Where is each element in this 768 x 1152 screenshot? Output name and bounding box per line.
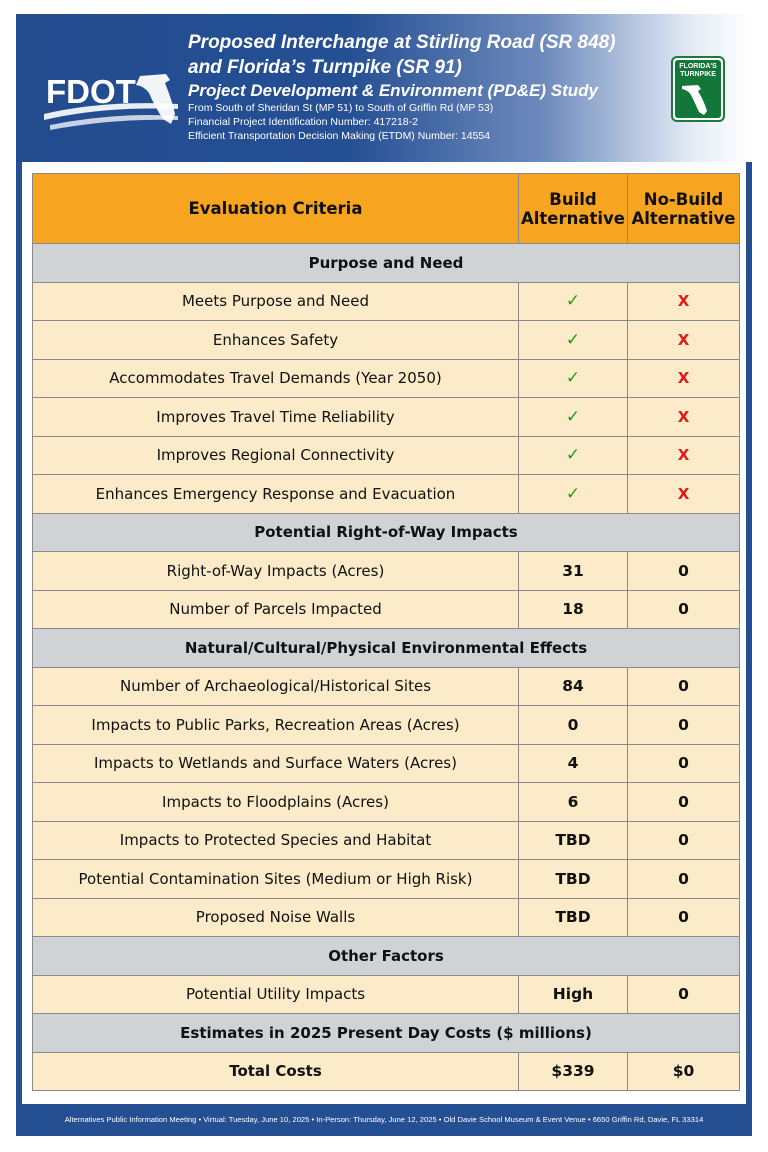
no-build-value: 0 [628,744,740,783]
build-value: TBD [519,821,628,860]
build-value: 4 [519,744,628,783]
header-build-alternative: Build Alternative [519,174,628,244]
criteria-row [33,667,740,706]
check-icon: ✓ [519,321,628,360]
total-row [33,1052,740,1091]
build-value: 84 [519,667,628,706]
title-line-2: and Florida’s Turnpike (SR 91) [188,57,462,78]
no-build-value: 0 [628,552,740,591]
criteria-row [33,282,740,321]
criteria-row [33,860,740,899]
criteria-label: Impacts to Floodplains (Acres) [33,783,519,822]
criteria-row [33,898,740,937]
title-block [188,30,616,143]
criteria-label: Potential Utility Impacts [33,975,519,1014]
criteria-label: Right-of-Way Impacts (Acres) [33,552,519,591]
x-icon: X [628,282,740,321]
criteria-label: Accommodates Travel Demands (Year 2050) [33,359,519,398]
criteria-row [33,321,740,360]
criteria-label: Meets Purpose and Need [33,282,519,321]
criteria-row [33,590,740,629]
fdot-logo [44,70,184,137]
criteria-row [33,552,740,591]
build-value: High [519,975,628,1014]
no-build-value: 0 [628,975,740,1014]
check-icon: ✓ [519,282,628,321]
x-icon: X [628,398,740,437]
criteria-label: Number of Archaeological/Historical Sites [33,667,519,706]
table-panel [22,162,746,1104]
criteria-label: Impacts to Public Parks, Recreation Areas (Acres) [33,706,519,745]
section-title: Potential Right-of-Way Impacts [33,513,740,552]
criteria-row [33,436,740,475]
financial-project-number: Financial Project Identification Number: 417218-2 [188,116,418,128]
section-row [33,244,740,283]
build-value: TBD [519,860,628,899]
no-build-value: 0 [628,590,740,629]
criteria-row [33,744,740,783]
check-icon: ✓ [519,359,628,398]
badge-text-2: TURNPIKE [680,71,716,78]
build-value: 31 [519,552,628,591]
meeting-footer: Alternatives Public Information Meeting • Virtual: Tuesday, June 10, 2025 • In-Person: Thursday, June 12, 2025 • Old Davie School Museum & Event Venue • 6650 Griffin Rd, Davie, FL 33314 [64,1115,704,1124]
no-build-value: 0 [628,821,740,860]
check-icon: ✓ [519,436,628,475]
criteria-row [33,706,740,745]
build-value: 18 [519,590,628,629]
evaluation-matrix-table [32,173,740,1091]
header-row [33,174,740,244]
build-value: 0 [519,706,628,745]
check-icon: ✓ [519,398,628,437]
header-no-build-alternative: No-Build Alternative [628,174,740,244]
criteria-label: Potential Contamination Sites (Medium or High Risk) [33,860,519,899]
criteria-row [33,398,740,437]
project-limits: From South of Sheridan St (MP 51) to South of Griffin Rd (MP 53) [188,102,494,114]
criteria-label: Total Costs [33,1052,519,1091]
criteria-label: Impacts to Protected Species and Habitat [33,821,519,860]
section-title: Purpose and Need [33,244,740,283]
criteria-label: Improves Travel Time Reliability [33,398,519,437]
criteria-label: Number of Parcels Impacted [33,590,519,629]
page-header [16,14,752,162]
florida-map-icon [44,70,184,132]
x-icon: X [628,359,740,398]
no-build-value: 0 [628,860,740,899]
badge-text-1: FLORIDA'S [679,63,717,70]
section-title: Natural/Cultural/Physical Environmental Effects [33,629,740,668]
no-build-value: 0 [628,783,740,822]
criteria-row [33,359,740,398]
title-line-1: Proposed Interchange at Stirling Road (SR 848) [188,32,616,53]
turnpike-logo-icon [671,56,725,122]
section-row [33,1014,740,1053]
no-build-value: $0 [628,1052,740,1091]
criteria-row [33,475,740,514]
x-icon: X [628,321,740,360]
build-value: TBD [519,898,628,937]
build-value: 6 [519,783,628,822]
page-frame [16,14,752,1136]
section-title: Other Factors [33,937,740,976]
title-line-3: Project Development & Environment (PD&E) Study [188,81,598,100]
florida-shape-icon [676,80,722,118]
criteria-label: Proposed Noise Walls [33,898,519,937]
no-build-value: 0 [628,667,740,706]
criteria-label: Enhances Safety [33,321,519,360]
etdm-number: Efficient Transportation Decision Making (ETDM) Number: 14554 [188,130,491,142]
criteria-label: Impacts to Wetlands and Surface Waters (Acres) [33,744,519,783]
section-row [33,513,740,552]
section-row [33,629,740,668]
section-title: Estimates in 2025 Present Day Costs ($ millions) [33,1014,740,1053]
criteria-row [33,975,740,1014]
build-value: $339 [519,1052,628,1091]
check-icon: ✓ [519,475,628,514]
criteria-row [33,821,740,860]
no-build-value: 0 [628,706,740,745]
criteria-label: Improves Regional Connectivity [33,436,519,475]
logo-text: FDOT [46,73,136,110]
header-evaluation-criteria: Evaluation Criteria [33,174,519,244]
criteria-row [33,783,740,822]
x-icon: X [628,475,740,514]
criteria-label: Enhances Emergency Response and Evacuation [33,475,519,514]
x-icon: X [628,436,740,475]
no-build-value: 0 [628,898,740,937]
section-row [33,937,740,976]
